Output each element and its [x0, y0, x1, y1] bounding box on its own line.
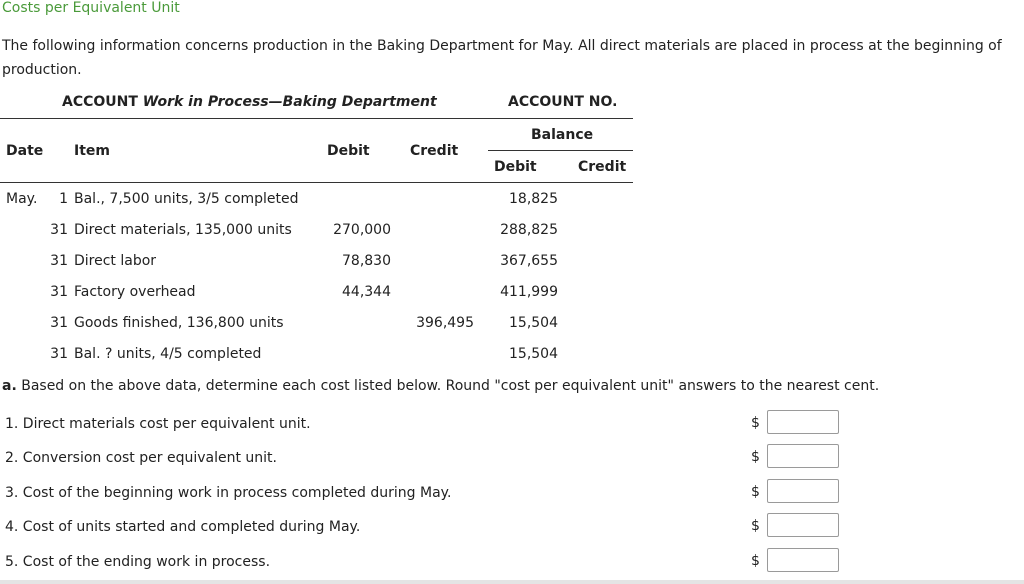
answer-input-3[interactable]: [767, 479, 839, 503]
account-heading: [62, 94, 437, 110]
row-balance-debit: 15,504: [509, 346, 558, 362]
question-item-2: 2. Conversion cost per equivalent unit.: [5, 450, 277, 466]
row-day: 31: [50, 253, 68, 269]
row-item: Direct materials, 135,000 units: [74, 222, 292, 238]
answer-input-4[interactable]: [767, 513, 839, 537]
answer-input-2[interactable]: [767, 444, 839, 468]
row-balance-debit: 411,999: [500, 284, 558, 300]
row-day: 31: [50, 284, 68, 300]
item-header: Item: [74, 143, 110, 159]
debit-header: Debit: [327, 143, 370, 159]
row-item: Bal. ? units, 4/5 completed: [74, 346, 262, 362]
intro-paragraph: The following information concerns production in the Baking Department for May. All direct materials are placed in process at the beginning of production.: [2, 38, 1002, 78]
question-label: a.: [2, 378, 17, 394]
row-credit: 396,495: [416, 315, 474, 331]
row-day: 1: [59, 191, 68, 207]
question-item-3: 3. Cost of the beginning work in process completed during May.: [5, 485, 452, 501]
row-item: Direct labor: [74, 253, 157, 269]
dollar-sign: $: [751, 415, 760, 431]
row-debit: 270,000: [333, 222, 391, 238]
row-balance-debit: 18,825: [509, 191, 558, 207]
question-item-1: 1. Direct materials cost per equivalent unit.: [5, 416, 311, 432]
account-label: ACCOUNT: [62, 94, 138, 110]
row-debit: 78,830: [342, 253, 391, 269]
row-item: Goods finished, 136,800 units: [74, 315, 284, 331]
row-balance-debit: 15,504: [509, 315, 558, 331]
account-name: Work in Process—Baking Department: [142, 94, 437, 110]
answer-input-1[interactable]: [767, 410, 839, 434]
row-balance-debit: 288,825: [500, 222, 558, 238]
row-balance-debit: 367,655: [500, 253, 558, 269]
row-day: 31: [50, 315, 68, 331]
dollar-sign: $: [751, 553, 760, 569]
answer-input-5[interactable]: [767, 548, 839, 572]
bottom-divider: [0, 580, 1024, 584]
balance-rule: [488, 150, 633, 151]
question-item-4: 4. Cost of units started and completed during May.: [5, 519, 361, 535]
row-item: Factory overhead: [74, 284, 196, 300]
row-day: 31: [50, 346, 68, 362]
balance-header: Balance: [531, 127, 594, 143]
account-number-label: ACCOUNT NO.: [508, 94, 618, 110]
dollar-sign: $: [751, 484, 760, 500]
credit-header: Credit: [410, 143, 459, 159]
question-text: Based on the above data, determine each cost listed below. Round "cost per equivalent unit" answers to the nearest cent.: [21, 378, 880, 394]
row-item: Bal., 7,500 units, 3/5 completed: [74, 191, 299, 207]
dollar-sign: $: [751, 518, 760, 534]
header-bottom-rule: [0, 182, 633, 183]
row-day: 31: [50, 222, 68, 238]
question-prompt: [2, 378, 879, 394]
question-item-5: 5. Cost of the ending work in process.: [5, 554, 271, 570]
header-top-rule: [0, 118, 633, 119]
row-debit: 44,344: [342, 284, 391, 300]
month-label: May.: [6, 191, 38, 207]
date-header: Date: [6, 143, 44, 159]
balance-debit-header: Debit: [494, 159, 537, 175]
page-title: Costs per Equivalent Unit: [2, 0, 180, 16]
dollar-sign: $: [751, 449, 760, 465]
balance-credit-header: Credit: [578, 159, 627, 175]
